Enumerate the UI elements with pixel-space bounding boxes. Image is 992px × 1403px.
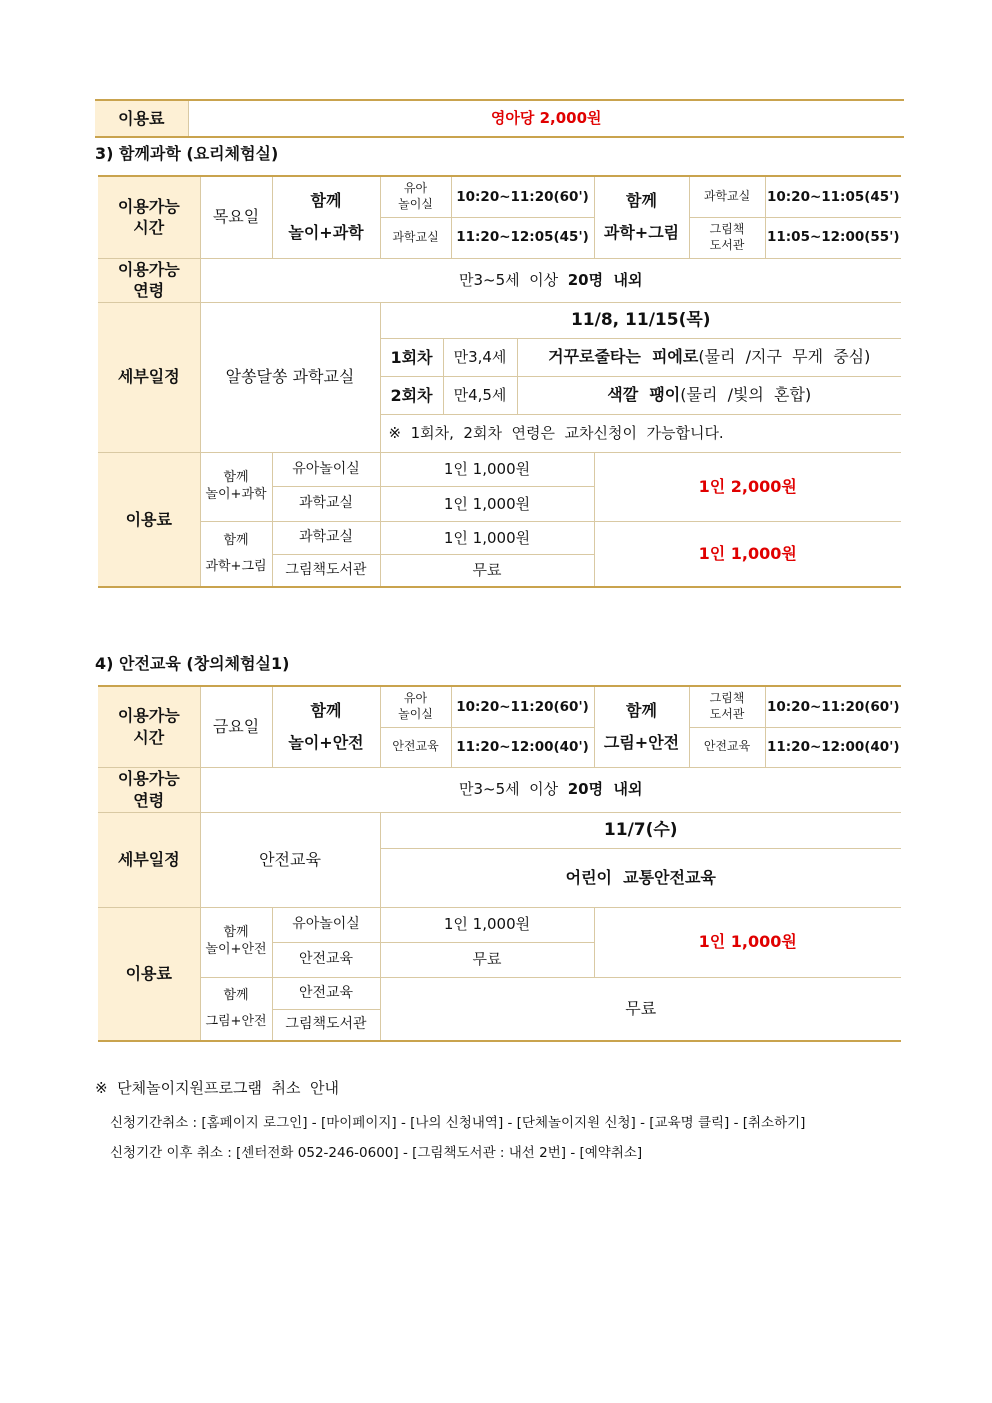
s4-age-value: 만3~5세 이상 20명 내외 (200, 767, 901, 812)
s4-c1-r2-place: 안전교육 (380, 727, 451, 767)
s3-age-value: 만3~5세 이상 20명 내외 (200, 258, 901, 302)
s4-fee-g1-total: 1인 1,000원 (594, 907, 901, 977)
section3-table (98, 175, 901, 588)
s3-fee-label: 이용료 (98, 452, 200, 587)
s4-c2-r1-time: 10:20~11:20(60') (765, 686, 901, 727)
s4-c2-r1-place: 그림책 도서관 (689, 686, 765, 727)
s3-age-label: 이용가능 연령 (98, 258, 200, 302)
section3-heading: 3) 함께과학 (요리체험실) (95, 144, 279, 163)
s3-schedule-note: ※ 1회차, 2회차 연령은 교차신청이 가능합니다. (380, 414, 901, 452)
s3-c2-r1-time: 10:20~11:05(45') (765, 176, 901, 217)
s3-combo2: 함께 과학+그림 (594, 176, 689, 258)
s4-fee-label: 이용료 (98, 907, 200, 1041)
s3-fee-g1-b: 과학교실 (272, 486, 380, 521)
s3-day: 목요일 (200, 176, 272, 258)
s4-fee-g2-total: 무료 (380, 977, 901, 1041)
s3-c1-r1-time: 10:20~11:20(60') (451, 176, 594, 217)
s4-c2-r2-time: 11:20~12:00(40') (765, 727, 901, 767)
s3-c1-r1-place: 유아 놀이실 (380, 176, 451, 217)
s3-c2-r2-time: 11:05~12:00(55') (765, 217, 901, 258)
s3-fee-g2-total: 1인 1,000원 (594, 521, 901, 587)
cancel-line2: 신청기간 이후 취소 : [센터전화 052-246-0600] - [그림책도서관 : 내선 2번] - [예약취소] (110, 1145, 643, 1161)
s3-fee-g1: 함께 놀이+과학 (200, 452, 272, 521)
s3-r2-round: 2회차 (381, 377, 444, 414)
s4-combo2: 함께 그림+안전 (594, 686, 689, 767)
s4-c1-r2-time: 11:20~12:00(40') (451, 727, 594, 767)
s3-r1-title: 거꾸로줄타는 피에로 (548, 347, 699, 367)
s3-fee-g1-b-value: 1인 1,000원 (380, 486, 594, 521)
s4-fee-g1: 함께 놀이+안전 (200, 907, 272, 977)
s4-fee-g1-b-value: 무료 (380, 942, 594, 977)
s3-round2 (380, 376, 901, 414)
s3-c1-r2-time: 11:20~12:05(45') (451, 217, 594, 258)
s3-time-label: 이용가능 시간 (98, 176, 200, 258)
section4-table (98, 685, 901, 1042)
s3-r2-title: 색깔 팽이 (607, 385, 681, 405)
s3-r1-round: 1회차 (381, 339, 444, 376)
s4-c2-r2-place: 안전교육 (689, 727, 765, 767)
s3-round1 (380, 338, 901, 376)
s3-r2-sub: (물리 /빛의 혼합) (680, 385, 812, 405)
section4-heading: 4) 안전교육 (창의체험실1) (95, 654, 290, 673)
s4-fee-g2-b: 그림책도서관 (272, 1009, 380, 1041)
s4-combo1: 함께 놀이+안전 (272, 686, 380, 767)
s3-schedule-date: 11/8, 11/15(목) (380, 302, 901, 338)
s3-fee-g2-a-value: 1인 1,000원 (380, 521, 594, 554)
top-fee-label: 이용료 (95, 100, 188, 137)
s4-schedule-date: 11/7(수) (380, 812, 901, 848)
s4-fee-g2: 함께 그림+안전 (200, 977, 272, 1041)
top-fee-table (95, 99, 904, 138)
s3-c2-r1-place: 과학교실 (689, 176, 765, 217)
s3-r2-age: 만4,5세 (444, 377, 518, 414)
s3-fee-g2-b-value: 무료 (380, 554, 594, 587)
s4-schedule-place: 안전교육 (200, 812, 380, 907)
s3-c2-r2-place: 그림책 도서관 (689, 217, 765, 258)
s3-r1-sub: (물리 /지구 무게 중심) (698, 347, 871, 367)
s3-fee-g1-a: 유아놀이실 (272, 452, 380, 486)
s3-fee-g2: 함께 과학+그림 (200, 521, 272, 587)
s4-schedule-title: 어린이 교통안전교육 (380, 848, 901, 907)
s4-age-label: 이용가능 연령 (98, 767, 200, 812)
s3-fee-g1-total: 1인 2,000원 (594, 452, 901, 521)
s3-fee-g2-b: 그림책도서관 (272, 554, 380, 587)
s4-schedule-label: 세부일정 (98, 812, 200, 907)
s4-fee-g1-b: 안전교육 (272, 942, 380, 977)
cancel-title: ※ 단체놀이지원프로그램 취소 안내 (95, 1079, 340, 1097)
s4-fee-g1-a-value: 1인 1,000원 (380, 907, 594, 942)
s4-c1-r1-time: 10:20~11:20(60') (451, 686, 594, 727)
s4-time-label: 이용가능 시간 (98, 686, 200, 767)
s3-c1-r2-place: 과학교실 (380, 217, 451, 258)
s3-schedule-place: 알쏭달쏭 과학교실 (200, 302, 380, 452)
s4-fee-g1-a: 유아놀이실 (272, 907, 380, 942)
s3-schedule-label: 세부일정 (98, 302, 200, 452)
s4-c1-r1-place: 유아 놀이실 (380, 686, 451, 727)
s4-fee-g2-a: 안전교육 (272, 977, 380, 1009)
s3-fee-g1-a-value: 1인 1,000원 (380, 452, 594, 486)
cancel-line1: 신청기간취소 : [홈페이지 로그인] - [마이페이지] - [나의 신청내역] - [단체놀이지원 신청] - [교육명 클릭] - [취소하기] (110, 1115, 806, 1131)
top-fee-value: 영아당 2,000원 (188, 100, 904, 137)
s3-r1-age: 만3,4세 (444, 339, 518, 376)
s3-fee-g2-a: 과학교실 (272, 521, 380, 554)
s4-day: 금요일 (200, 686, 272, 767)
s3-combo1: 함께 놀이+과학 (272, 176, 380, 258)
